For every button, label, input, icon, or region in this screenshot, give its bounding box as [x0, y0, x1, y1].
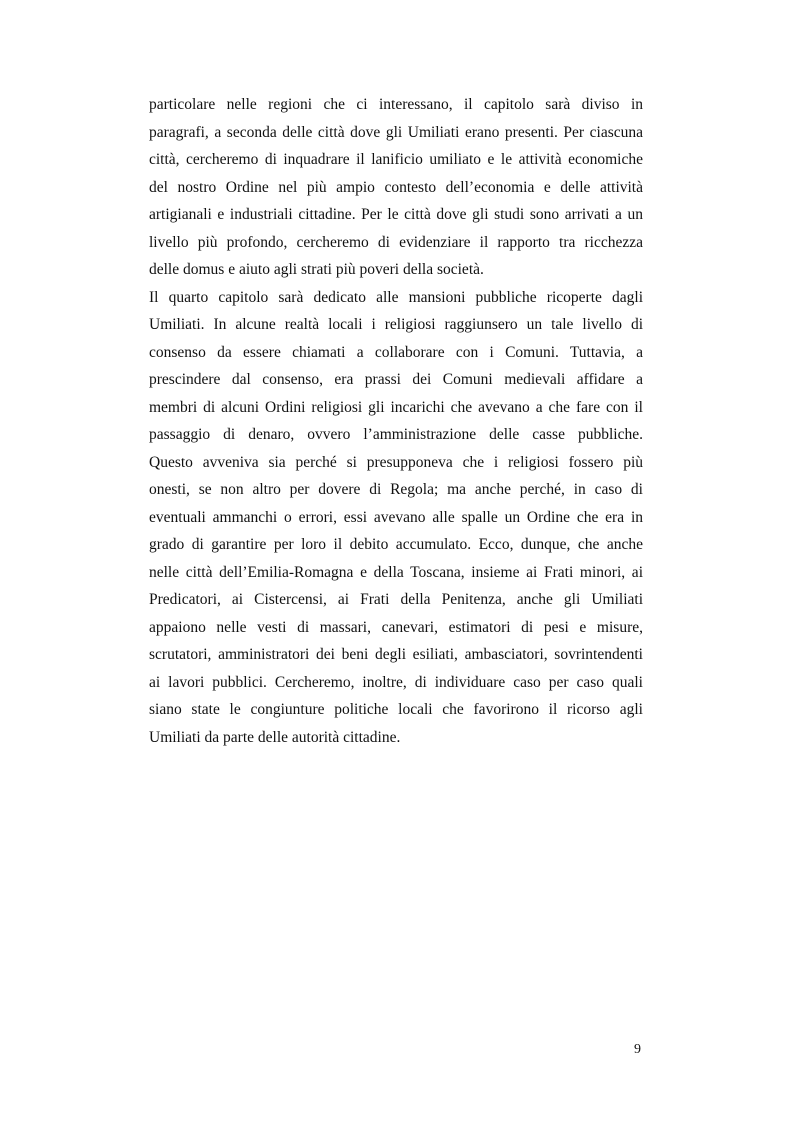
text-line: città, cercheremo di inquadrare il lanificio umiliato e le attività economiche [149, 151, 643, 168]
text-line: onesti, se non altro per dovere di Regola; ma anche perché, in caso di [149, 481, 643, 498]
text-line: paragrafi, a seconda delle città dove gli Umiliati erano presenti. Per ciascuna [149, 123, 643, 141]
text-line: Umiliati. In alcune realtà locali i religiosi raggiunsero un tale livello di [149, 316, 643, 333]
body-text [149, 91, 643, 751]
text-line: consenso da essere chiamati a collaborare con i Comuni. Tuttavia, a [149, 343, 643, 361]
text-line: siano state le congiunture politiche locali che favorirono il ricorso agli [149, 701, 643, 718]
text-line: eventuali ammanchi o errori, essi avevano alle spalle un Ordine che era in [149, 508, 643, 526]
text-line: delle domus e aiuto agli strati più poveri della società. [149, 261, 484, 278]
page-number: 9 [634, 1042, 641, 1057]
text-line: ai lavori pubblici. Cercheremo, inoltre, di individuare caso per caso quali [149, 673, 643, 691]
text-line: Il quarto capitolo sarà dedicato alle mansioni pubbliche ricoperte dagli [149, 288, 643, 306]
text-line: livello più profondo, cercheremo di evidenziare il rapporto tra ricchezza [149, 233, 643, 251]
text-line: scrutatori, amministratori dei beni degli esiliati, ambasciatori, sovrintendenti [149, 646, 643, 663]
text-line: appaiono nelle vesti di massari, canevari, estimatori di pesi e misure, [149, 618, 643, 636]
text-line: Questo avveniva sia perché si presupponeva che i religiosi fossero più [149, 453, 643, 471]
text-line: del nostro Ordine nel più ampio contesto dell’economia e delle attività [149, 178, 643, 196]
text-line: prescindere dal consenso, era prassi dei Comuni medievali affidare a [149, 371, 643, 388]
text-line: artigianali e industriali cittadine. Per le città dove gli studi sono arrivati a un [149, 206, 643, 223]
text-line: nelle città dell’Emilia-Romagna e della Toscana, insieme ai Frati minori, ai [149, 563, 643, 581]
text-line: particolare nelle regioni che ci interessano, il capitolo sarà diviso in [149, 96, 643, 113]
text-line: grado di garantire per loro il debito accumulato. Ecco, dunque, che anche [149, 536, 643, 553]
text-line: membri di alcuni Ordini religiosi gli incarichi che avevano a che fare con il [149, 398, 643, 416]
text-line: passaggio di denaro, ovvero l’amministrazione delle casse pubbliche. [149, 426, 643, 443]
text-line: Umiliati da parte delle autorità cittadine. [149, 728, 401, 746]
text-line: Predicatori, ai Cistercensi, ai Frati della Penitenza, anche gli Umiliati [149, 591, 643, 608]
